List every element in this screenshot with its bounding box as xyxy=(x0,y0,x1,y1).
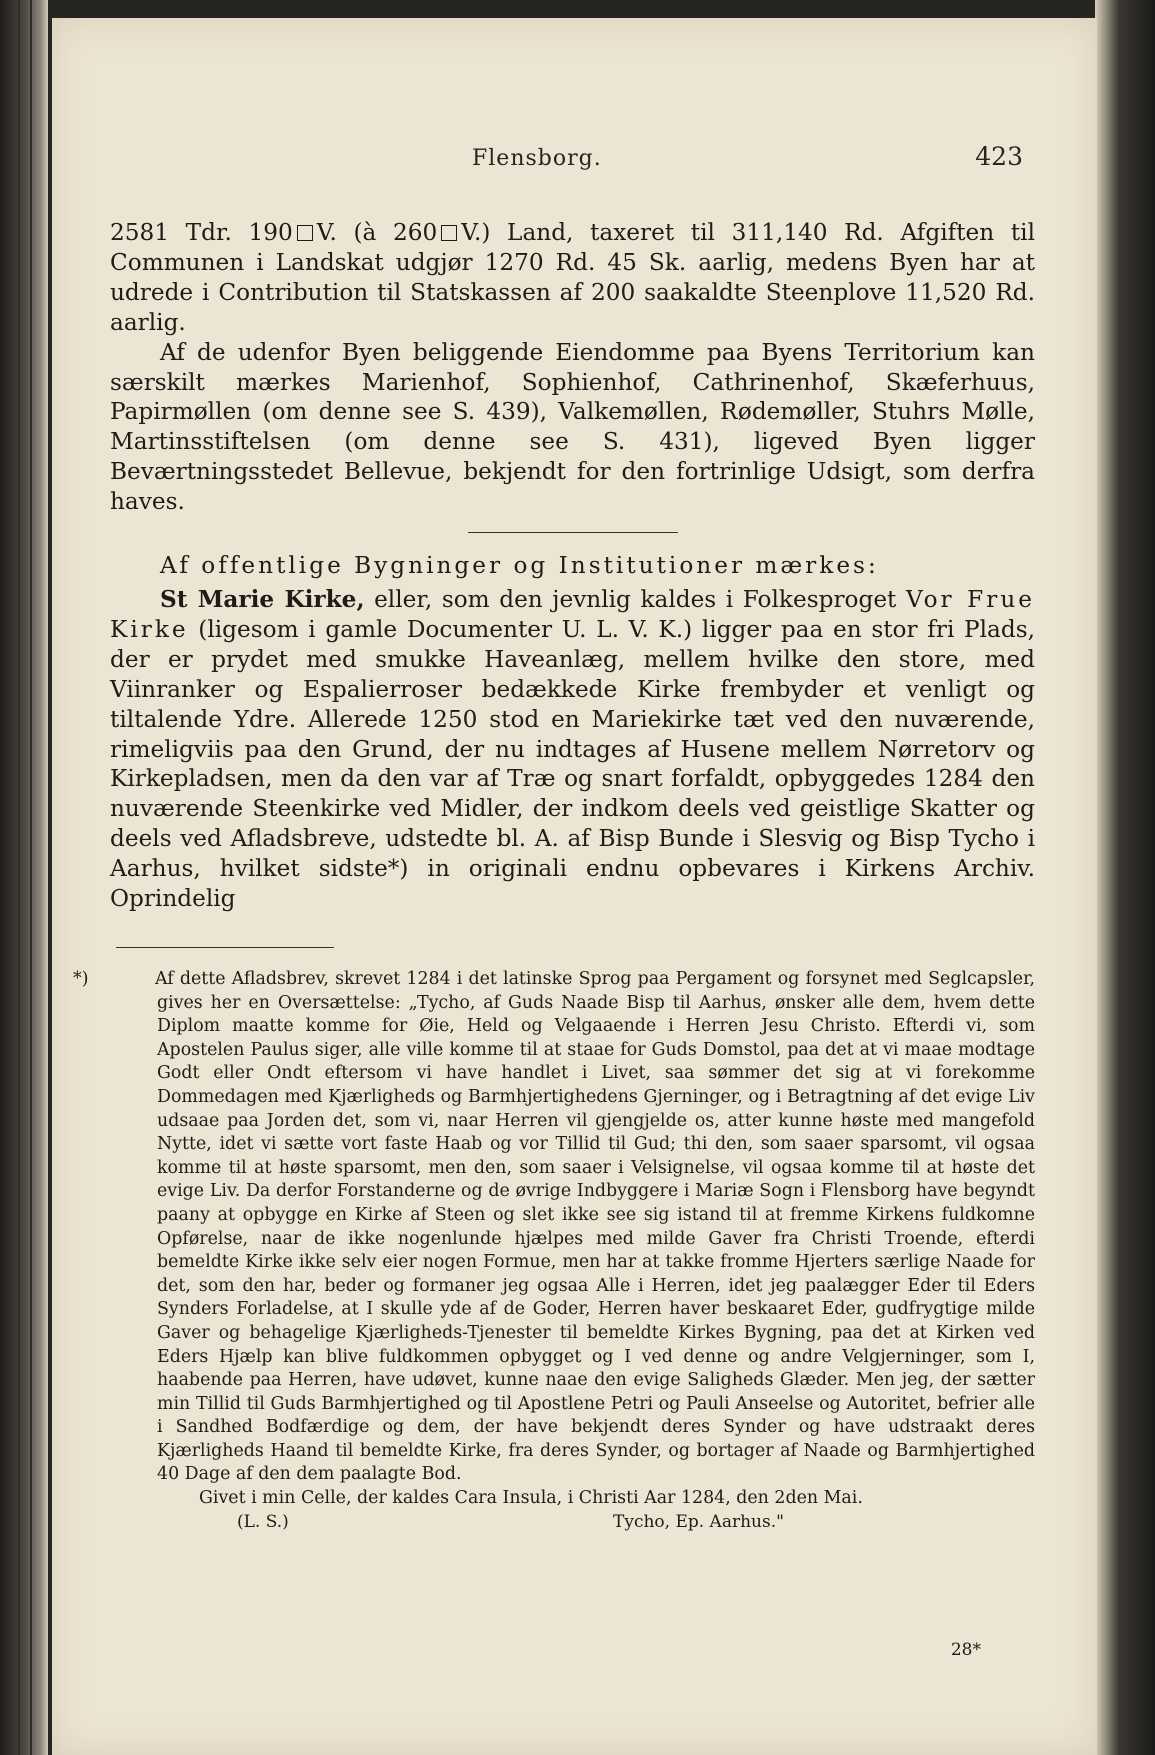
vor-frue-kirke: Vor Frue Kirke xyxy=(110,585,1035,643)
section-heading: Af offentlige Bygninger og Institutioner mærkes: xyxy=(160,552,879,580)
footnote xyxy=(73,968,1035,1535)
church-name: St Marie Kirke, xyxy=(160,585,365,613)
footnote-signature-row xyxy=(115,1511,1035,1535)
square-symbol-icon xyxy=(297,225,313,241)
book-gutter xyxy=(0,0,48,1755)
paragraph-church: St Marie Kirke, eller, som den jevnlig kaldes i Folkesproget Vor Frue Kirke (ligesom i gamle Documenter U. L. V. K.) ligger paa en stor fri Plads, der er prydet med smukke Haveanlæg, mellem hvilke den store, med Viinranker og Espalierroser bedækkede Kirke frembyder et venligt og tiltalende Ydre. Allerede 1250 stod en Mariekirke tæt ved den nuværende, rimeligviis paa den Grund, der nu indtages af Husene mellem Nørretorv og Kirkepladsen, men da den var af Træ og snart forfaldt, opbyggedes 1284 den nuværende Steenkirke ved Midler, der indkom deels ved geistlige Skatter og deels ved Afladsbreve, udstedte bl. A. af Bisp Bunde i Slesvig og Bisp Tycho i Aarhus, hvilket sidste*) in originali endnu opbevares i Kirkens Archiv. Oprindelig xyxy=(110,585,1035,913)
footnote-given: Givet i min Celle, der kaldes Cara Insula, i Christi Aar 1284, den 2den Mai. xyxy=(199,1488,863,1509)
footnote-text: *) Af dette Afladsbrev, skrevet 1284 i det latinske Sprog paa Pergament og forsynet med Seglcapsler, gives her en Oversættelse: „Tycho, af Guds Naade Bisp til Aarhus, ønsker alle dem, hvem dette Diplom maatte komme for Øie, Held og Velgaaende i Herren Jesu Christo. Efterdi vi, som Apostelen Paulus siger, alle ville komme til at staae for Guds Domstol, paa det at vi maae modtage Godt eller Ondt eftersom vi have handlet i Livet, saa sømmer det sig at vi forekomme Dommedagen med Kjærligheds og Barmhjertighedens Gjerninger, og i Betragtning af det evige Liv udsaae paa Jorden det, som vi, naar Herren vil gjengjelde os, atter kunne høste med mangefold Nytte, idet vi sætte vort faste Haab og vor Tillid til Gud; thi den, som saaer sparsomt, vil ogsaa komme til at høste sparsomt, men den, som saaer i Velsignelse, vil ogsaa komme til at høste det evige Liv. Da derfor Forstanderne og de øvrige Indbyggere i Mariæ Sogn i Flensborg have begyndt paany at opbygge en Kirke af Steen og slet ikke see sig istand til at fremme Kirkens fuldkomne Opførelse, naar de ikke nogenlunde hjælpes med milde Gaver fra Christi Troende, efterdi bemeldte Kirke ikke selv eier nogen Formue, men har at takke fromme Hjerters særlige Naade for det, som den har, beder og formaner jeg ogsaa Alle i Herren, idet jeg paalægger Eder til Eders Synders Forladelse, at I skulle yde af de Goder, Herren haver beskaaret Eder, gudfrygtige milde Gaver og behagelige Kjærligheds-Tjenester til bemeldte Kirkes Bygning, paa det at Kirken ved Eders Hjælp kan blive fuldkommen opbygget og I ved denne og andre Velgjerninger, som I, haabende paa Herren, have udøvet, kunne naae den evige Saligheds Glæder. Men jeg, der sætter min Tillid til Guds Barmhjertighed og til Apostlene Petri og Pauli Anseelse og Autoritet, befrier alle i Sandhed Bodfærdige og dem, der have bekjendt deres Synder og have udstraakt deres Kjærligheds Haand til bemeldte Kirke, fra deres Synder, og bortager af Naade og Barmhjertighed 40 Dage af den dem paalagte Bod. xyxy=(73,969,1035,1485)
paragraph-estates: Af de udenfor Byen beliggende Eiendomme paa Byens Territorium kan særskilt mærkes Marienhof, Sophienhof, Cathrinenhof, Skæferhuus, Papirmøllen (om denne see S. 439), Valkemøllen, Rødemøller, Stuhrs Mølle, Martinsstiftelsen (om denne see S. 431), ligeved Byen ligger Beværtningsstedet Bellevue, bekjendt for den fortrinlige Udsigt, som derfra haves. xyxy=(110,338,1035,516)
paragraph-land-tax: 2581 Tdr. 190 V. (à 260 V.) Land, taxeret til 311,140 Rd. Afgiften til Communen i Landskat udgjør 1270 Rd. 45 Sk. aarlig, medens Byen har at udrede i Contribution til Statskassen af 200 saakaldte Steenplove 11,520 Rd. aarlig. xyxy=(110,219,1035,336)
running-head: Flensborg. xyxy=(472,146,602,171)
seal-mark: (L. S.) xyxy=(237,1511,289,1532)
section-divider xyxy=(468,532,678,533)
book-page xyxy=(52,18,1097,1755)
main-text xyxy=(110,218,1035,914)
footnote-mark: *) xyxy=(73,969,89,989)
signature-mark: 28* xyxy=(950,1640,981,1660)
square-symbol-icon xyxy=(441,225,457,241)
signer: Tycho, Ep. Aarhus." xyxy=(613,1511,784,1532)
page-edge-shadow xyxy=(1095,0,1155,1755)
footnote-divider xyxy=(116,947,334,948)
page-number: 423 xyxy=(975,142,1023,171)
